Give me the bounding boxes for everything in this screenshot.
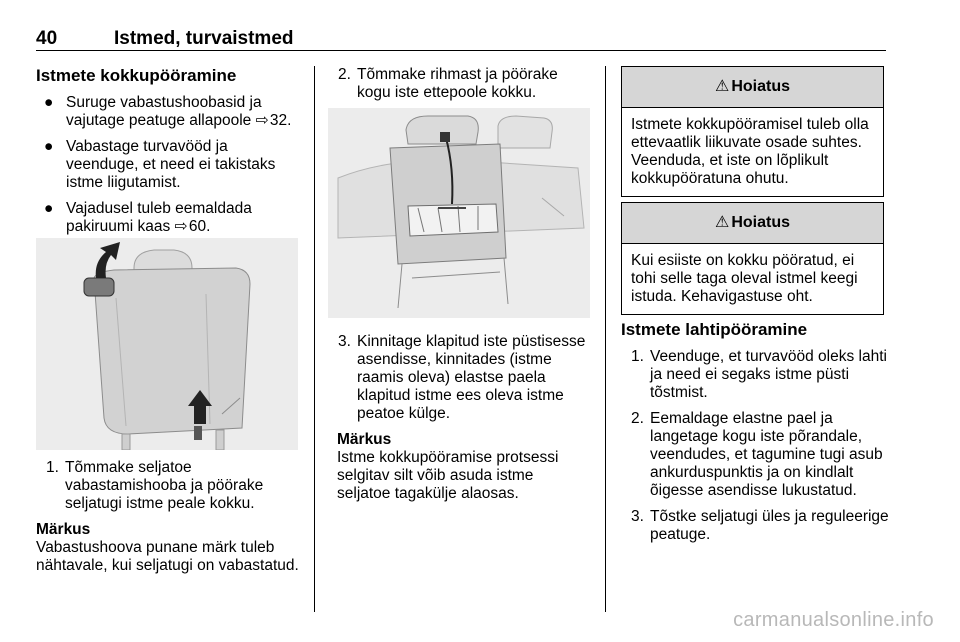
page-header [36, 28, 886, 50]
bullet-text: Suruge vabastushoobasid ja vajutage peatuge allapoole [66, 94, 262, 129]
bullet-dot: ● [44, 94, 54, 111]
column-divider-1 [314, 66, 315, 612]
note-label: Märkus [36, 521, 91, 538]
warning-title: Hoiatus [731, 78, 790, 95]
step-number: 3. [631, 508, 644, 525]
note-label: Märkus [337, 431, 392, 448]
ref-arrow-icon: ⇨ [255, 112, 270, 129]
unfold-step-3 [621, 508, 889, 544]
warning-box-1 [621, 66, 884, 197]
chapter-title: Istmed, turvaistmed [114, 28, 294, 49]
seat-backrest-illustration [36, 238, 298, 450]
bullet-dot: ● [44, 200, 54, 217]
column-2-lower [328, 333, 590, 503]
bullet-item [36, 94, 302, 130]
column-1-lower [36, 459, 302, 575]
ref-arrow-icon: ⇨ [174, 218, 189, 235]
folded-seat-drawing [328, 108, 590, 318]
warning-header [622, 203, 883, 244]
column-divider-2 [605, 66, 606, 612]
step-number: 2. [338, 66, 351, 83]
step-text: Kinnitage klapitud iste püstisesse asendisse, kinnitades (istme raamis oleva) elastse paela klapitud istme ees oleva istme peatoe külge. [357, 333, 586, 422]
warning-triangle-icon: ⚠ [714, 214, 730, 231]
warning-box-2 [621, 202, 884, 315]
warning-triangle-icon: ⚠ [714, 78, 730, 95]
bullet-text: Vajadusel tuleb eemaldada pakiruumi kaas [66, 200, 252, 235]
warning-text: Kui esiiste on kokku pööratud, ei tohi selle taga oleval istmel keegi istuda. Kehavigastuse oht. [631, 252, 858, 305]
folded-seat-illustration [328, 108, 590, 318]
step-number: 1. [46, 459, 59, 476]
warning-title: Hoiatus [731, 214, 790, 231]
page-ref[interactable]: 60. [188, 218, 211, 235]
section-heading-unfolding: Istmete lahtipööramine [621, 320, 808, 339]
page-number: 40 [36, 28, 58, 49]
note-block [328, 431, 590, 503]
column-3-lower [621, 320, 889, 544]
watermark: carmanualsonline.info [733, 609, 934, 631]
warning-header [622, 67, 883, 108]
bullet-text: Vabastage turvavööd ja veenduge, et need ei takistaks istme liigutamist. [66, 138, 276, 191]
step-number: 3. [338, 333, 351, 350]
warning-text: Istmete kokkupööramisel tuleb olla ettevaatlik liikuvate osade suhtes. Veenduda, et iste on lõplikult kokkupööratuna ohutu. [631, 116, 869, 187]
step-2 [328, 66, 592, 102]
step-number: 2. [631, 410, 644, 427]
seat-backrest-drawing [36, 238, 298, 450]
note-text: Vabastushoova punane märk tuleb nähtavale, kui seljatugi on vabastatud. [36, 539, 299, 574]
unfold-step-1 [621, 348, 889, 402]
page-ref[interactable]: 32. [269, 112, 292, 129]
column-2 [328, 66, 592, 102]
column-1 [36, 66, 302, 236]
step-text: Tõstke seljatugi üles ja reguleerige peatuge. [650, 508, 889, 543]
step-text: Veenduge, et turvavööd oleks lahti ja need ei segaks istme püsti tõstmist. [650, 348, 887, 401]
bullet-dot: ● [44, 138, 54, 155]
header-rule [36, 50, 886, 51]
step-3 [328, 333, 590, 423]
step-text: Tõmmake rihmast ja pöörake kogu iste ettepoole kokku. [357, 66, 558, 101]
step-text: Eemaldage elastne pael ja langetage kogu iste põrandale, veendudes, et tagumine tugi asub ankurduspunktis ja on kindlalt õigesse asendisse lukustatud. [650, 410, 883, 499]
bullet-item [36, 138, 302, 192]
note-block [36, 521, 302, 575]
step-1 [36, 459, 302, 513]
bullet-item [36, 200, 302, 236]
unfold-step-2 [621, 410, 889, 500]
note-text: Istme kokkupööramise protsessi selgitav silt võib asuda istme seljatoe tagakülje alaosas. [337, 449, 559, 502]
section-heading-folding: Istmete kokkupööramine [36, 66, 237, 85]
step-text: Tõmmake seljatoe vabastamishooba ja pöörake seljatugi istme peale kokku. [65, 459, 264, 512]
step-number: 1. [631, 348, 644, 365]
